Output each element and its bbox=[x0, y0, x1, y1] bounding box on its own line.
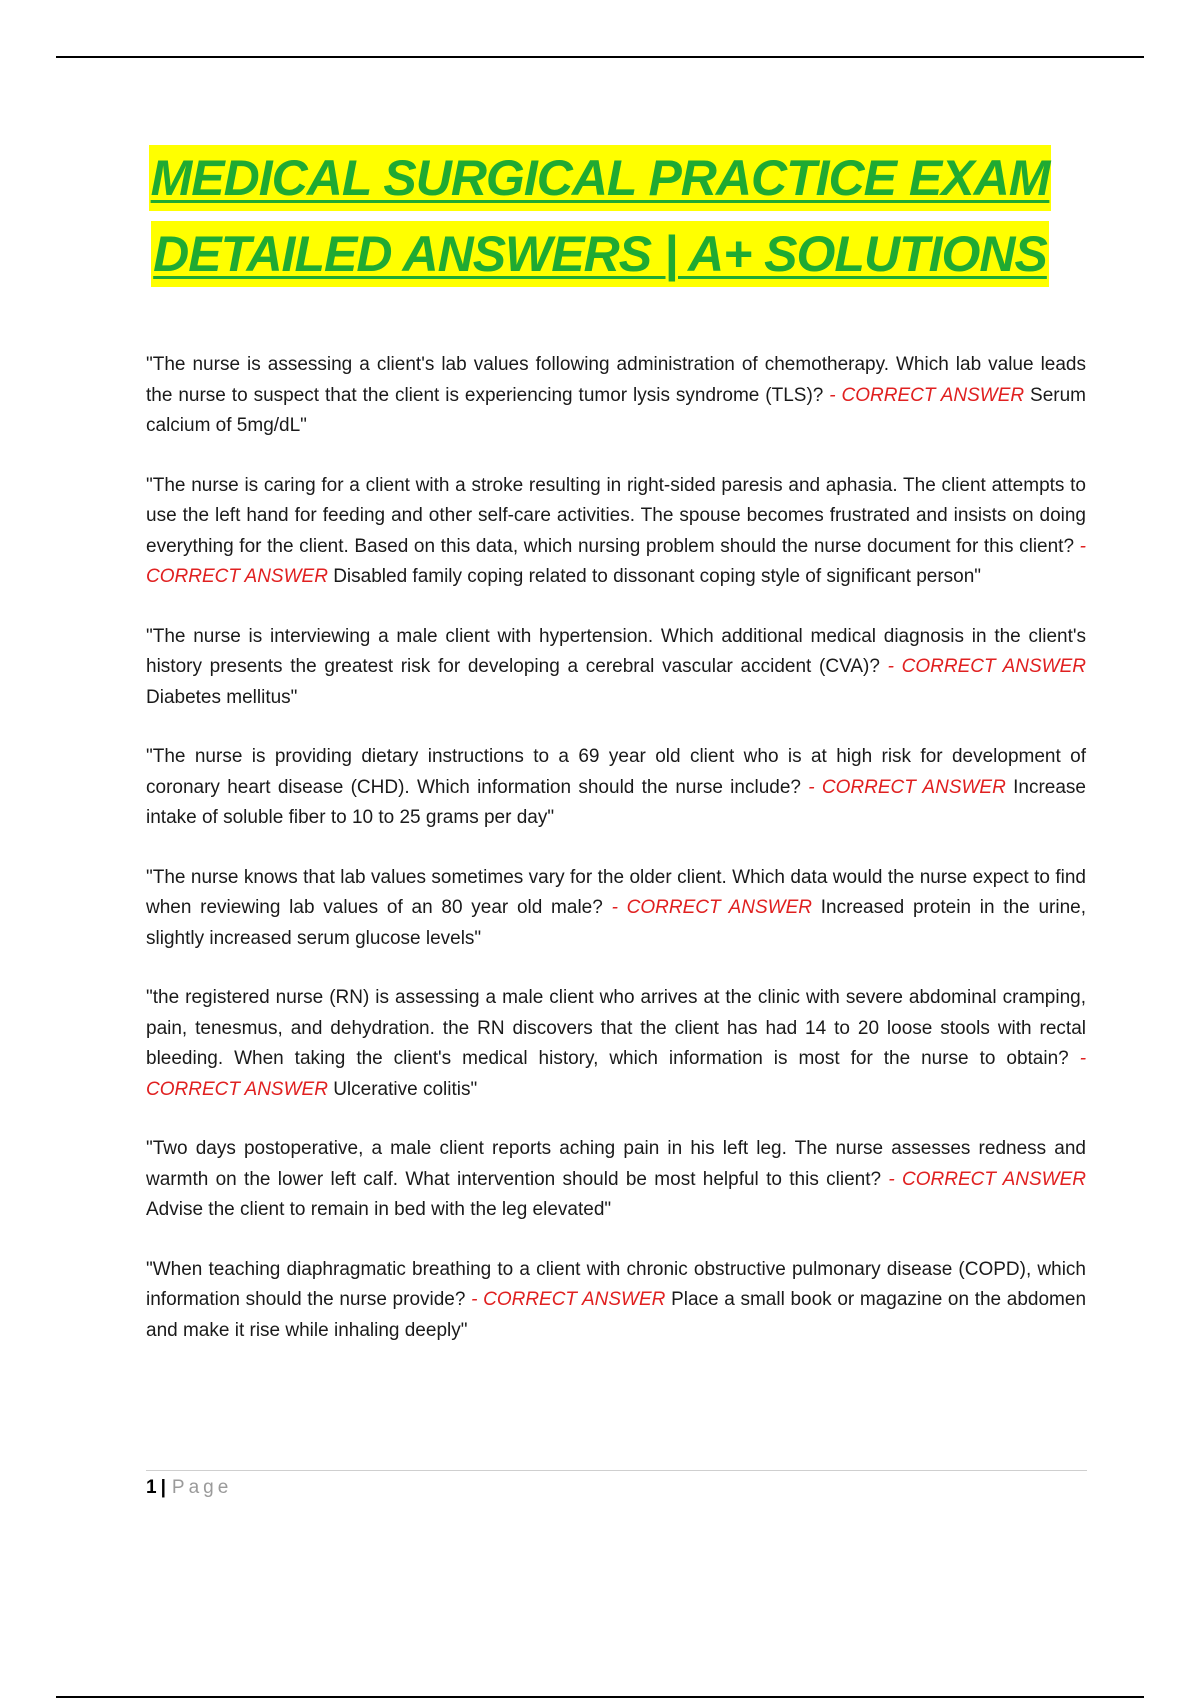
qa-list bbox=[146, 350, 1086, 1375]
qa-item bbox=[146, 983, 1086, 1105]
page-footer bbox=[146, 1476, 232, 1500]
qa-item bbox=[146, 1255, 1086, 1347]
qa-item bbox=[146, 742, 1086, 834]
answer-label: - CORRECT ANSWER bbox=[887, 656, 1086, 677]
answer-text: Increased protein in the urine, slightly increased serum glucose levels" bbox=[146, 897, 1086, 949]
footer-separator: | bbox=[160, 1477, 166, 1498]
question-text: "the registered nurse (RN) is assessing a male client who arrives at the clinic with severe abdominal cramping, pain, tenesmus, and dehydration. the RN discovers that the client has had 14 to 20 loose stools with rectal bleeding. When taking the client's medical history, which information is most for the nurse to obtain? bbox=[146, 987, 1086, 1069]
page-number: 1 bbox=[146, 1477, 157, 1498]
answer-label: - CORRECT ANSWER bbox=[829, 384, 1025, 406]
title-line-2: DETAILED ANSWERS | A+ SOLUTIONS bbox=[151, 221, 1049, 287]
document-title bbox=[0, 145, 1200, 297]
question-text: "The nurse is interviewing a male client with hypertension. Which additional medical diagnosis in the client's history presents the greatest risk for developing a cerebral vascular accident (CVA)? bbox=[146, 625, 1086, 677]
answer-label: - CORRECT ANSWER bbox=[808, 776, 1006, 798]
question-text: "Two days postoperative, a male client reports aching pain in his left leg. The nurse assesses redness and warmth on the lower left calf. What intervention should be most helpful to this client? bbox=[146, 1138, 1086, 1190]
answer-text: Place a small book or magazine on the abdomen and make it rise while inhaling deeply" bbox=[146, 1289, 1087, 1341]
answer-label: - CORRECT ANSWER bbox=[611, 897, 813, 918]
answer-label: - CORRECT ANSWER bbox=[146, 535, 1086, 587]
answer-label: - CORRECT ANSWER bbox=[888, 1168, 1086, 1190]
qa-item bbox=[146, 622, 1086, 714]
answer-text: Disabled family coping related to dissonant coping style of significant person" bbox=[333, 566, 982, 587]
answer-text: Advise the client to remain in bed with the leg elevated" bbox=[146, 1199, 612, 1220]
answer-label: - CORRECT ANSWER bbox=[146, 1048, 1087, 1100]
qa-item bbox=[146, 350, 1086, 442]
question-text: "The nurse is providing dietary instructions to a 69 year old client who is at high risk for development of coronary heart disease (CHD). Which information should the nurse include? bbox=[146, 746, 1086, 798]
question-text: "The nurse is assessing a client's lab values following administration of chemotherapy. Which lab value leads the nurse to suspect that the client is experiencing tumor lysis syndrome (TLS)? bbox=[146, 354, 1086, 406]
qa-item bbox=[146, 471, 1086, 593]
answer-text: Diabetes mellitus" bbox=[146, 686, 298, 708]
qa-item bbox=[146, 863, 1086, 955]
answer-text: Ulcerative colitis" bbox=[333, 1078, 478, 1100]
answer-text: Increase intake of soluble fiber to 10 to 25 grams per day" bbox=[146, 776, 1086, 828]
bottom-rule bbox=[56, 1696, 1144, 1698]
question-text: "When teaching diaphragmatic breathing to a client with chronic obstructive pulmonary disease (COPD), which information should the nurse provide? bbox=[146, 1258, 1086, 1310]
qa-item bbox=[146, 1134, 1086, 1226]
header-rule bbox=[56, 56, 1144, 58]
answer-text: Serum calcium of 5mg/dL" bbox=[146, 384, 1087, 436]
page-label: Page bbox=[171, 1477, 233, 1498]
answer-label: - CORRECT ANSWER bbox=[471, 1289, 666, 1310]
question-text: "The nurse is caring for a client with a stroke resulting in right-sided paresis and aphasia. The client attempts to use the left hand for feeding and other self-care activities. The spouse becomes frustrated and insists on doing everything for the client. Based on this data, which nursing problem should the nurse document for this client? bbox=[146, 474, 1086, 557]
footer-rule bbox=[146, 1470, 1087, 1471]
title-line-1: MEDICAL SURGICAL PRACTICE EXAM bbox=[149, 145, 1052, 211]
question-text: "The nurse knows that lab values sometimes vary for the older client. Which data would the nurse expect to find when reviewing lab values of an 80 year old male? bbox=[146, 866, 1086, 918]
